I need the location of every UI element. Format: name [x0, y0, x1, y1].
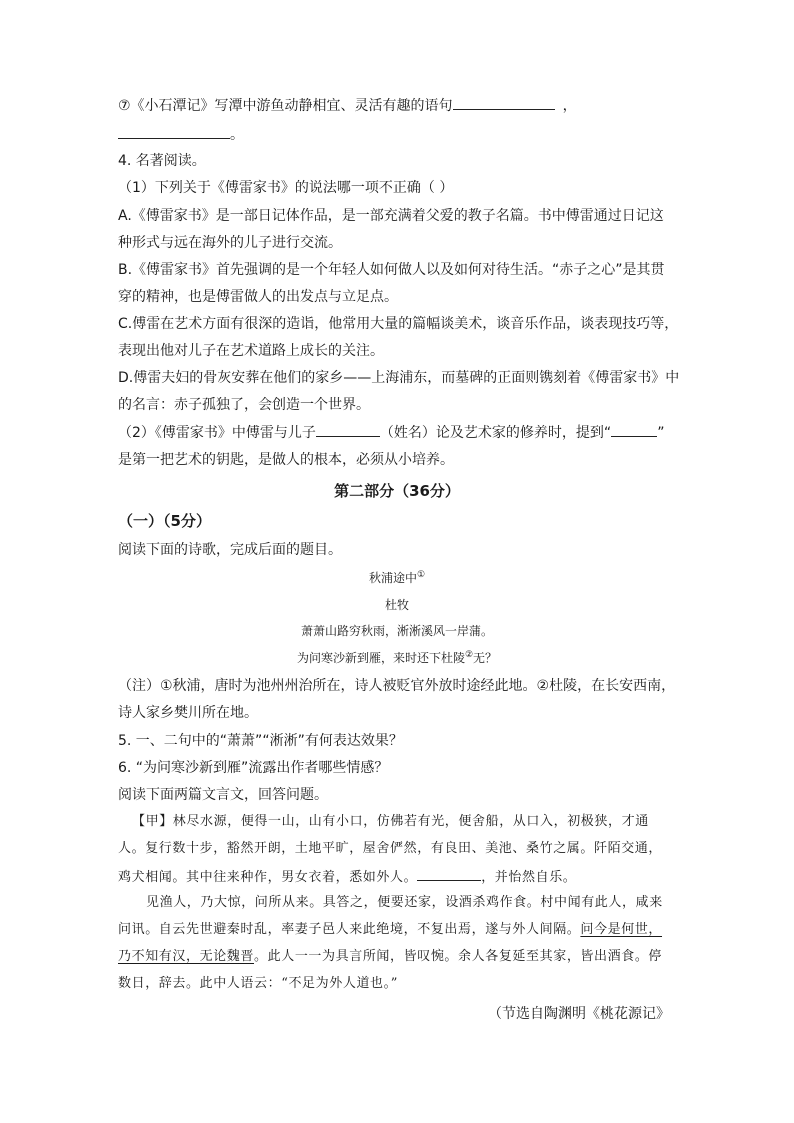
q7-line-2 — [118, 124, 244, 145]
jia-p2-line4: 数日，辞去。此中人语云：“不足为外人道也。” — [118, 976, 398, 991]
note-line-2: 诗人家乡樊川所在地。 — [118, 705, 258, 721]
q4-quote-blank[interactable] — [611, 422, 657, 437]
jia-p1-line3a: 鸡犬相闻。其中往来种作，男女衣着，悉如外人。 — [118, 870, 418, 885]
q4-option-b-line1: B.《傅雷家书》首先强调的是一个年轻人如何做人以及如何对待生活。“赤子之心”是其贯 — [118, 262, 665, 278]
q7-period: 。 — [230, 127, 244, 143]
q7-line — [118, 95, 577, 116]
q4-option-c-line2: 表现出他对儿子在艺术道路上成长的关注。 — [118, 343, 384, 359]
q4-option-c-line1: C.傅雷在艺术方面有很深的造诣，他常用大量的篇幅谈美术，谈音乐作品，谈表现技巧等， — [118, 316, 679, 332]
q4-title: 4. 名著阅读。 — [118, 153, 206, 169]
jia-underlined-2: 乃不知有汉，无论魏晋 — [118, 949, 255, 964]
part2-title: 第二部分（36分） — [334, 482, 460, 500]
q4-sub2-part1: （2）《傅雷家书》中傅雷与儿子 — [118, 425, 316, 441]
q7-text: ⑦《小石潭记》写潭中游鱼动静相宜、灵活有趣的语句 — [118, 98, 453, 114]
jia-p1-line1: 【甲】林尽水源，便得一山，山有小口，仿佛若有光，便舍船，从口入，初极狭，才通 — [132, 814, 649, 829]
classical-intro: 阅读下面两篇文言文，回答问题。 — [118, 787, 328, 803]
poem-line-2a: 为问寒沙新到雁，来时还下杜陵 — [296, 651, 465, 665]
poem-title — [0, 569, 794, 586]
jia-p2-line2a: 问讯。自云先世避秦时乱，率妻子邑人来此绝境，不复出焉，遂与外人间隔。 — [118, 922, 581, 937]
q4-sub2-line2: 是第一把艺术的钥匙，是做人的根本，必须从小培养。 — [118, 452, 454, 468]
q4-sub2 — [118, 422, 664, 443]
q4-option-d-line1: D.傅雷夫妇的骨灰安葬在他们的家乡——上海浦东，而墓碑的正面则镌刻着《傅雷家书》中 — [118, 370, 680, 386]
poem-title-note: ① — [416, 570, 426, 580]
q7-blank-1[interactable] — [453, 95, 555, 110]
q4-option-a-line1: A.《傅雷家书》是一部日记体作品，是一部充满着父爱的教子名篇。书中傅雷通过日记这 — [118, 208, 664, 224]
jia-p1-line3 — [118, 866, 576, 888]
jia-underlined-1: 问今是何世， — [580, 922, 663, 937]
section1-heading: （一）（5分） — [118, 512, 211, 530]
poem-title-text: 秋浦途中 — [368, 571, 417, 585]
jia-p1-line3b: ，并怡然自乐。 — [481, 870, 577, 885]
note-line-1: （注）①秋浦，唐时为池州州治所在，诗人被贬官外放时途经此地。②杜陵，在长安西南， — [118, 678, 676, 694]
q4-option-a-line2: 种形式与远在海外的儿子进行交流。 — [118, 235, 342, 251]
q4-sub2-part2: （姓名）论及艺术家的修养时，提到“ — [379, 425, 612, 441]
poem-author: 杜牧 — [384, 598, 409, 612]
jia-p2-line3b: 。此人一一为具言所闻，皆叹惋。余人各复延至其家，皆出酒食。停 — [254, 949, 663, 964]
q4-option-d-line2: 的名言：赤子孤独了，会创造一个世界。 — [118, 397, 370, 413]
q4-option-b-line2: 穿的精神，也是傅雷做人的出发点与立足点。 — [118, 289, 398, 305]
poem-line-2-note: ② — [464, 650, 474, 660]
jia-p1-line2: 人。复行数十步，豁然开朗，土地平旷，屋舍俨然，有良田、美池、桑竹之属。阡陌交通， — [118, 841, 663, 856]
question-5: 5. 一、二句中的“萧萧”“淅淅”有何表达效果？ — [118, 733, 403, 749]
q4-name-blank[interactable] — [316, 422, 380, 437]
q7-comma: ， — [562, 98, 577, 114]
poem-line-2b: 无？ — [473, 651, 498, 665]
poem-line-1: 萧萧山路穷秋雨，淅淅溪风一岸蒲。 — [300, 624, 493, 638]
q7-blank-2[interactable] — [118, 124, 230, 139]
jia-p2-line3 — [118, 947, 662, 967]
jia-blank[interactable] — [417, 866, 481, 881]
poem-line-2 — [0, 649, 794, 666]
source-citation: （节选自陶渊明《桃花源记》 — [488, 1006, 670, 1022]
jia-p2-line1: 见渔人，乃大惊，问所从来。具答之，便要还家，设酒杀鸡作食。村中闻有此人，咸来 — [146, 895, 663, 910]
q4-sub1: （1）下列关于《傅雷家书》的说法哪一项不正确（ ） — [118, 180, 454, 196]
q4-sub2-part3: ” — [657, 425, 665, 441]
question-6: 6. “为问寒沙新到雁”流露出作者哪些情感？ — [118, 760, 389, 776]
poem-intro: 阅读下面的诗歌，完成后面的题目。 — [118, 542, 342, 558]
jia-p2-line2 — [118, 920, 662, 940]
